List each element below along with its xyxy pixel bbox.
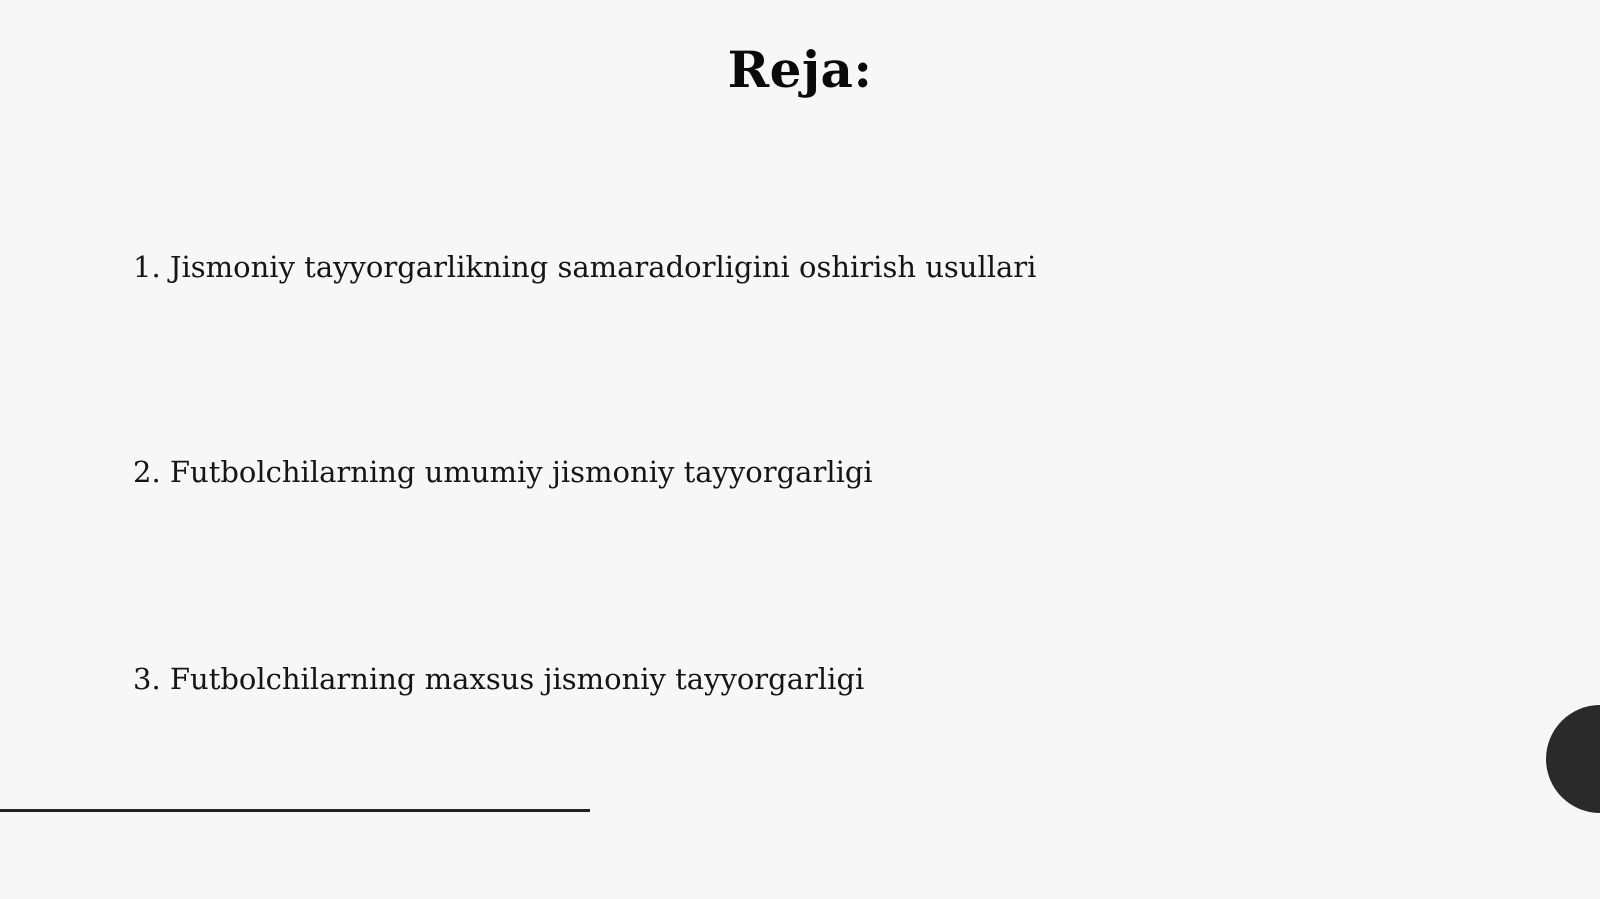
plan-item-2 xyxy=(133,455,873,490)
plan-item-text: Futbolchilarning maxsus jismoniy tayyorgarligi xyxy=(169,662,865,696)
plan-item-number: 2. xyxy=(133,455,161,489)
decorative-divider-line xyxy=(0,809,590,812)
decorative-half-circle-icon xyxy=(1546,705,1600,813)
slide-title: Reja: xyxy=(727,40,873,99)
plan-item-text: Jismoniy tayyorgarlikning samaradorligini oshirish usullari xyxy=(169,250,1037,284)
plan-item-3 xyxy=(133,662,864,697)
plan-item-text: Futbolchilarning umumiy jismoniy tayyorgarligi xyxy=(169,455,873,489)
plan-item-number: 1. xyxy=(133,250,161,284)
plan-item-number: 3. xyxy=(133,662,161,696)
plan-item-1 xyxy=(133,250,1036,285)
